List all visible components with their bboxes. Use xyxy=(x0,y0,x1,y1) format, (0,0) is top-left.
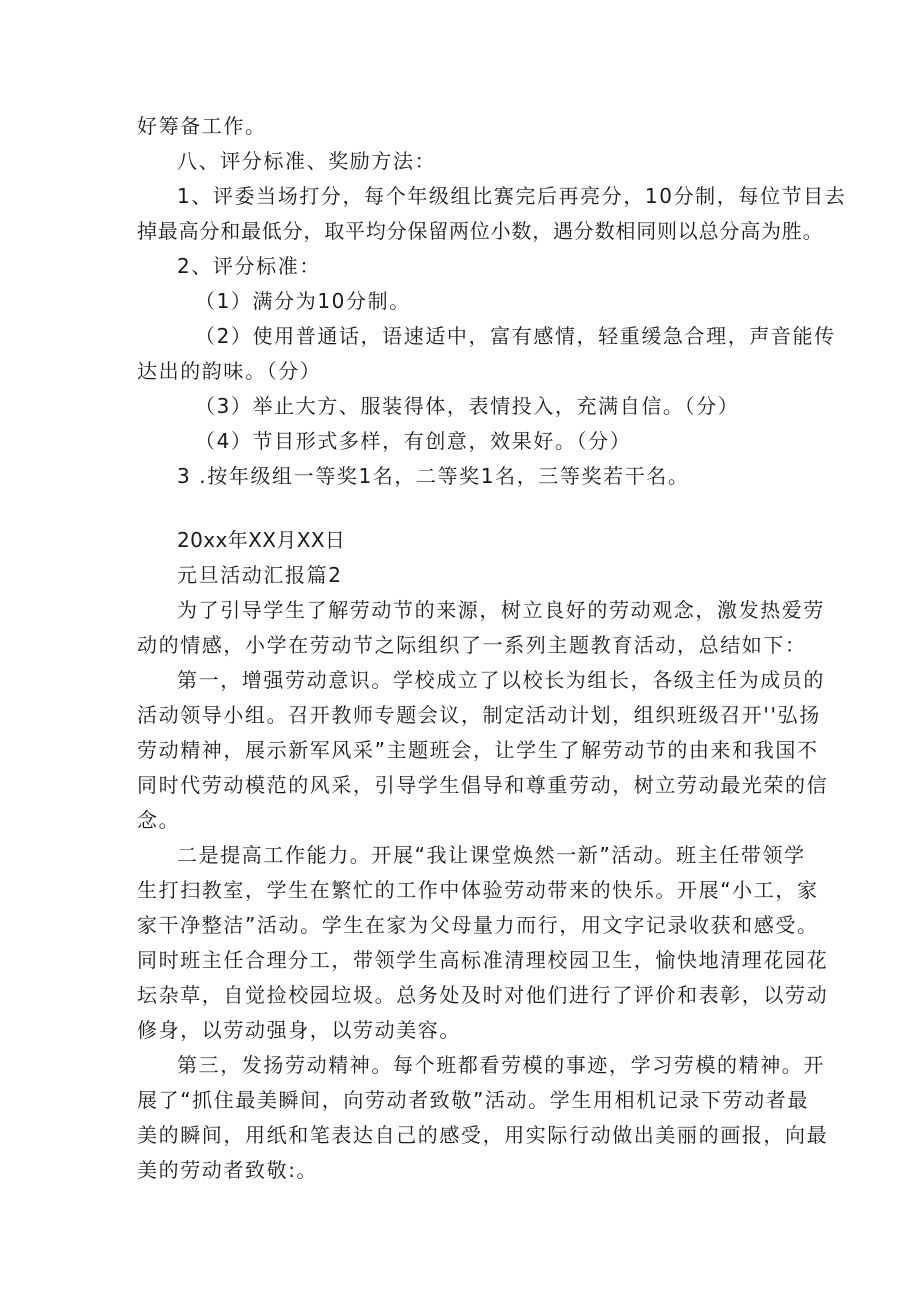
text-line: 1、评委当场打分，每个年级组比赛完后再亮分，10分制，每位节目去 xyxy=(177,184,847,208)
text-line: 修身，以劳动强身，以劳动美容。 xyxy=(137,1018,461,1042)
section-heading: 八、评分标准、奖励方法： xyxy=(177,149,437,173)
date-line: 20xx年XX月XX日 xyxy=(177,528,346,552)
text-line: 美的瞬间，用纸和笔表达自己的感受，用实际行动做出美丽的画报，向最 xyxy=(137,1123,829,1147)
text-line: 活动领导小组。召开教师专题会议，制定活动计划，组织班级召开''弘扬 xyxy=(137,703,821,727)
text-line: 劳动精神，展示新军风采”主题班会，让学生了解劳动节的由来和我国不 xyxy=(137,738,819,762)
text-line: 掉最高分和最低分，取平均分保留两位小数，遇分数相同则以总分高为胜。 xyxy=(137,219,824,243)
text-line: 为了引导学生了解劳动节的来源，树立良好的劳动观念，激发热爱劳 xyxy=(177,598,825,622)
text-line: 同时代劳动模范的风采，引导学生倡导和尊重劳动，树立劳动最光荣的信 xyxy=(137,773,829,797)
text-line: 好筹备工作。 xyxy=(137,114,267,138)
text-line: （1）满分为10分制。 xyxy=(195,289,411,313)
text-line: 达出的韵味。（分） xyxy=(137,359,322,383)
text-line: （2）使用普通话，语速适中，富有感情，轻重缓急合理，声音能传 xyxy=(195,324,836,348)
text-line: 生打扫教室，学生在繁忙的工作中体验劳动带来的快乐。开展“小工，家 xyxy=(137,878,819,902)
text-line: 动的情感，小学在劳动节之际组织了一系列主题教育活动，总结如下： xyxy=(137,633,807,657)
text-line: 念。 xyxy=(137,808,181,832)
text-line: 第三，发扬劳动精神。每个班都看劳模的事迹，学习劳模的精神。开 xyxy=(177,1053,825,1077)
text-line: 2、评分标准： xyxy=(177,254,321,278)
text-line: （4）节目形式多样，有创意，效果好。（分） xyxy=(195,429,632,453)
text-line: 美的劳动者致敬:。 xyxy=(137,1158,319,1182)
text-line: 第一，增强劳动意识。学校成立了以校长为组长，各级主任为成员的 xyxy=(177,668,825,692)
text-line: 家干净整洁”活动。学生在家为父母量力而行，用文字记录收获和感受。 xyxy=(137,913,819,937)
text-line: 坛杂草，自觉捡校园垃圾。总务处及时对他们进行了评价和表彰，以劳动 xyxy=(137,983,829,1007)
text-line: （3）举止大方、服装得体，表情投入，充满自信。（分） xyxy=(195,394,740,418)
text-line: 二是提高工作能力。开展“我让课堂焕然一新”活动。班主任带领学 xyxy=(177,843,806,867)
text-line: 3 .按年级组一等奖1名，二等奖1名，三等奖若干名。 xyxy=(177,464,690,488)
text-line: 同时班主任合理分工，带领学生高标准清理校园卫生，愉快地清理花园花 xyxy=(137,948,829,972)
text-line: 展了“抓住最美瞬间，向劳动者致敬”活动。学生用相机记录下劳动者最 xyxy=(137,1088,809,1112)
section-title: 元旦活动汇报篇2 xyxy=(177,563,343,587)
